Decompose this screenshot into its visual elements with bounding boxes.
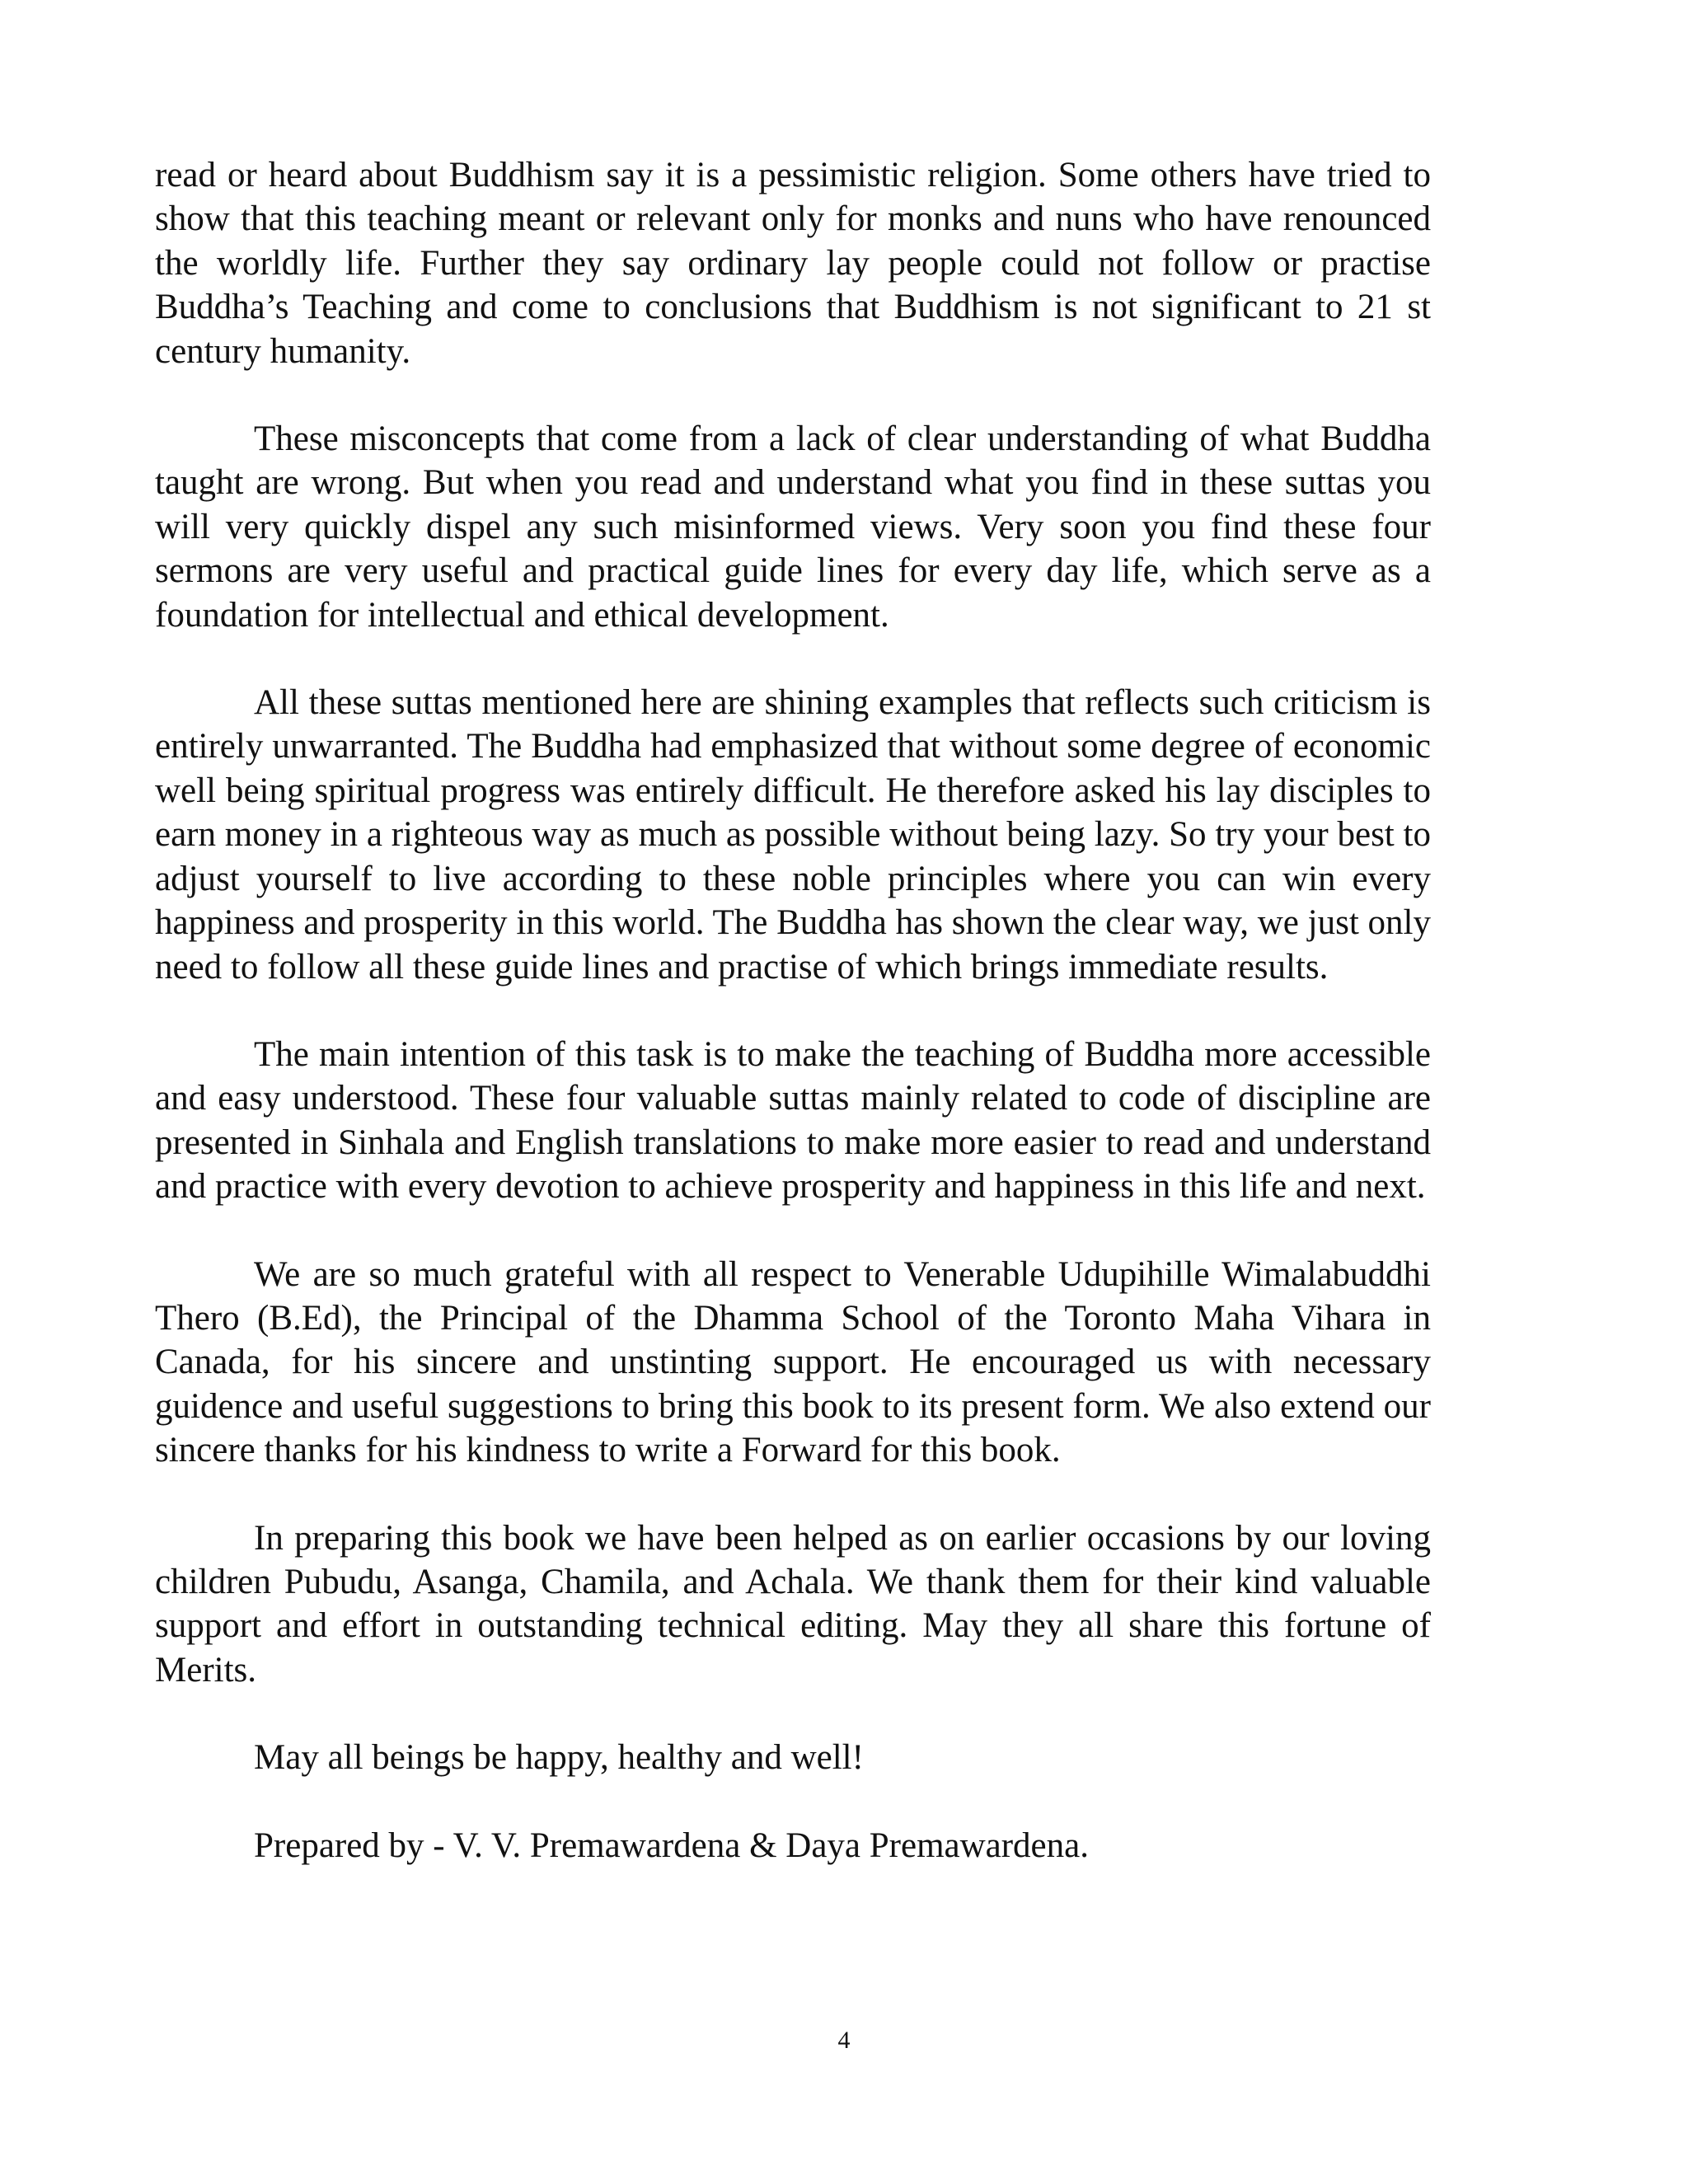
signature-line: Prepared by - V. V. Premawardena & Daya Premawardena.: [254, 1825, 1089, 1865]
paragraph-2: These misconcepts that come from a lack of clear understanding of what Buddha taught are wrong. But when you read and understand what you find in these suttas you will very quickly dispel any such misinformed views. Very soon you find these four sermons are very useful and practical guide lines for every day life, which serve as a foundation for intellectual and ethical development.: [155, 419, 1431, 635]
blessing-line: May all beings be happy, healthy and well!: [254, 1738, 864, 1778]
paragraph-6: In preparing this book we have been helped as on earlier occasions by our loving children Pubudu, Asanga, Chamila, and Achala. We thank them for their kind valuable support and effort in outstanding technical editing. May they all share this fortune of Merits.: [155, 1518, 1431, 1690]
paragraph-5: We are so much grateful with all respect to Venerable Udupihille Wimalabuddhi Thero (B.Ed), the Principal of the Dhamma School of the Toronto Maha Vihara in Canada, for his sincere and unstinting support. He encouraged us with necessary guidence and useful suggestions to bring this book to its present form. We also extend our sincere thanks for his kindness to write a Forward for this book.: [155, 1254, 1431, 1470]
page-number: 4: [837, 2027, 851, 2054]
document-body: [155, 153, 1431, 1868]
paragraph-4: The main intention of this task is to make the teaching of Buddha more accessible and easy understood. These four valuable suttas mainly related to code of discipline are presented in Sinhala and English translations to make more easier to read and understand and practice with every devotion to achieve prosperity and happiness in this life and next.: [155, 1034, 1431, 1207]
paragraph-1: read or heard about Buddhism say it is a pessimistic religion. Some others have tried to show that this teaching meant or relevant only for monks and nuns who have renounced the worldly life. Further they say ordinary lay people could not follow or practise Buddha’s Teaching and come to conclusions that Buddhism is not significant to 21 st century humanity.: [155, 156, 1431, 371]
paragraph-3: All these suttas mentioned here are shining examples that reflects such criticism is entirely unwarranted. The Buddha had emphasized that without some degree of economic well being spiritual progress was entirely difficult. He therefore asked his lay disciples to earn money in a righteous way as much as possible without being lazy. So try your best to adjust yourself to live according to these noble principles where you can win every happiness and prosperity in this world. The Buddha has shown the clear way, we just only need to follow all these guide lines and practise of which brings immediate results.: [155, 683, 1431, 987]
